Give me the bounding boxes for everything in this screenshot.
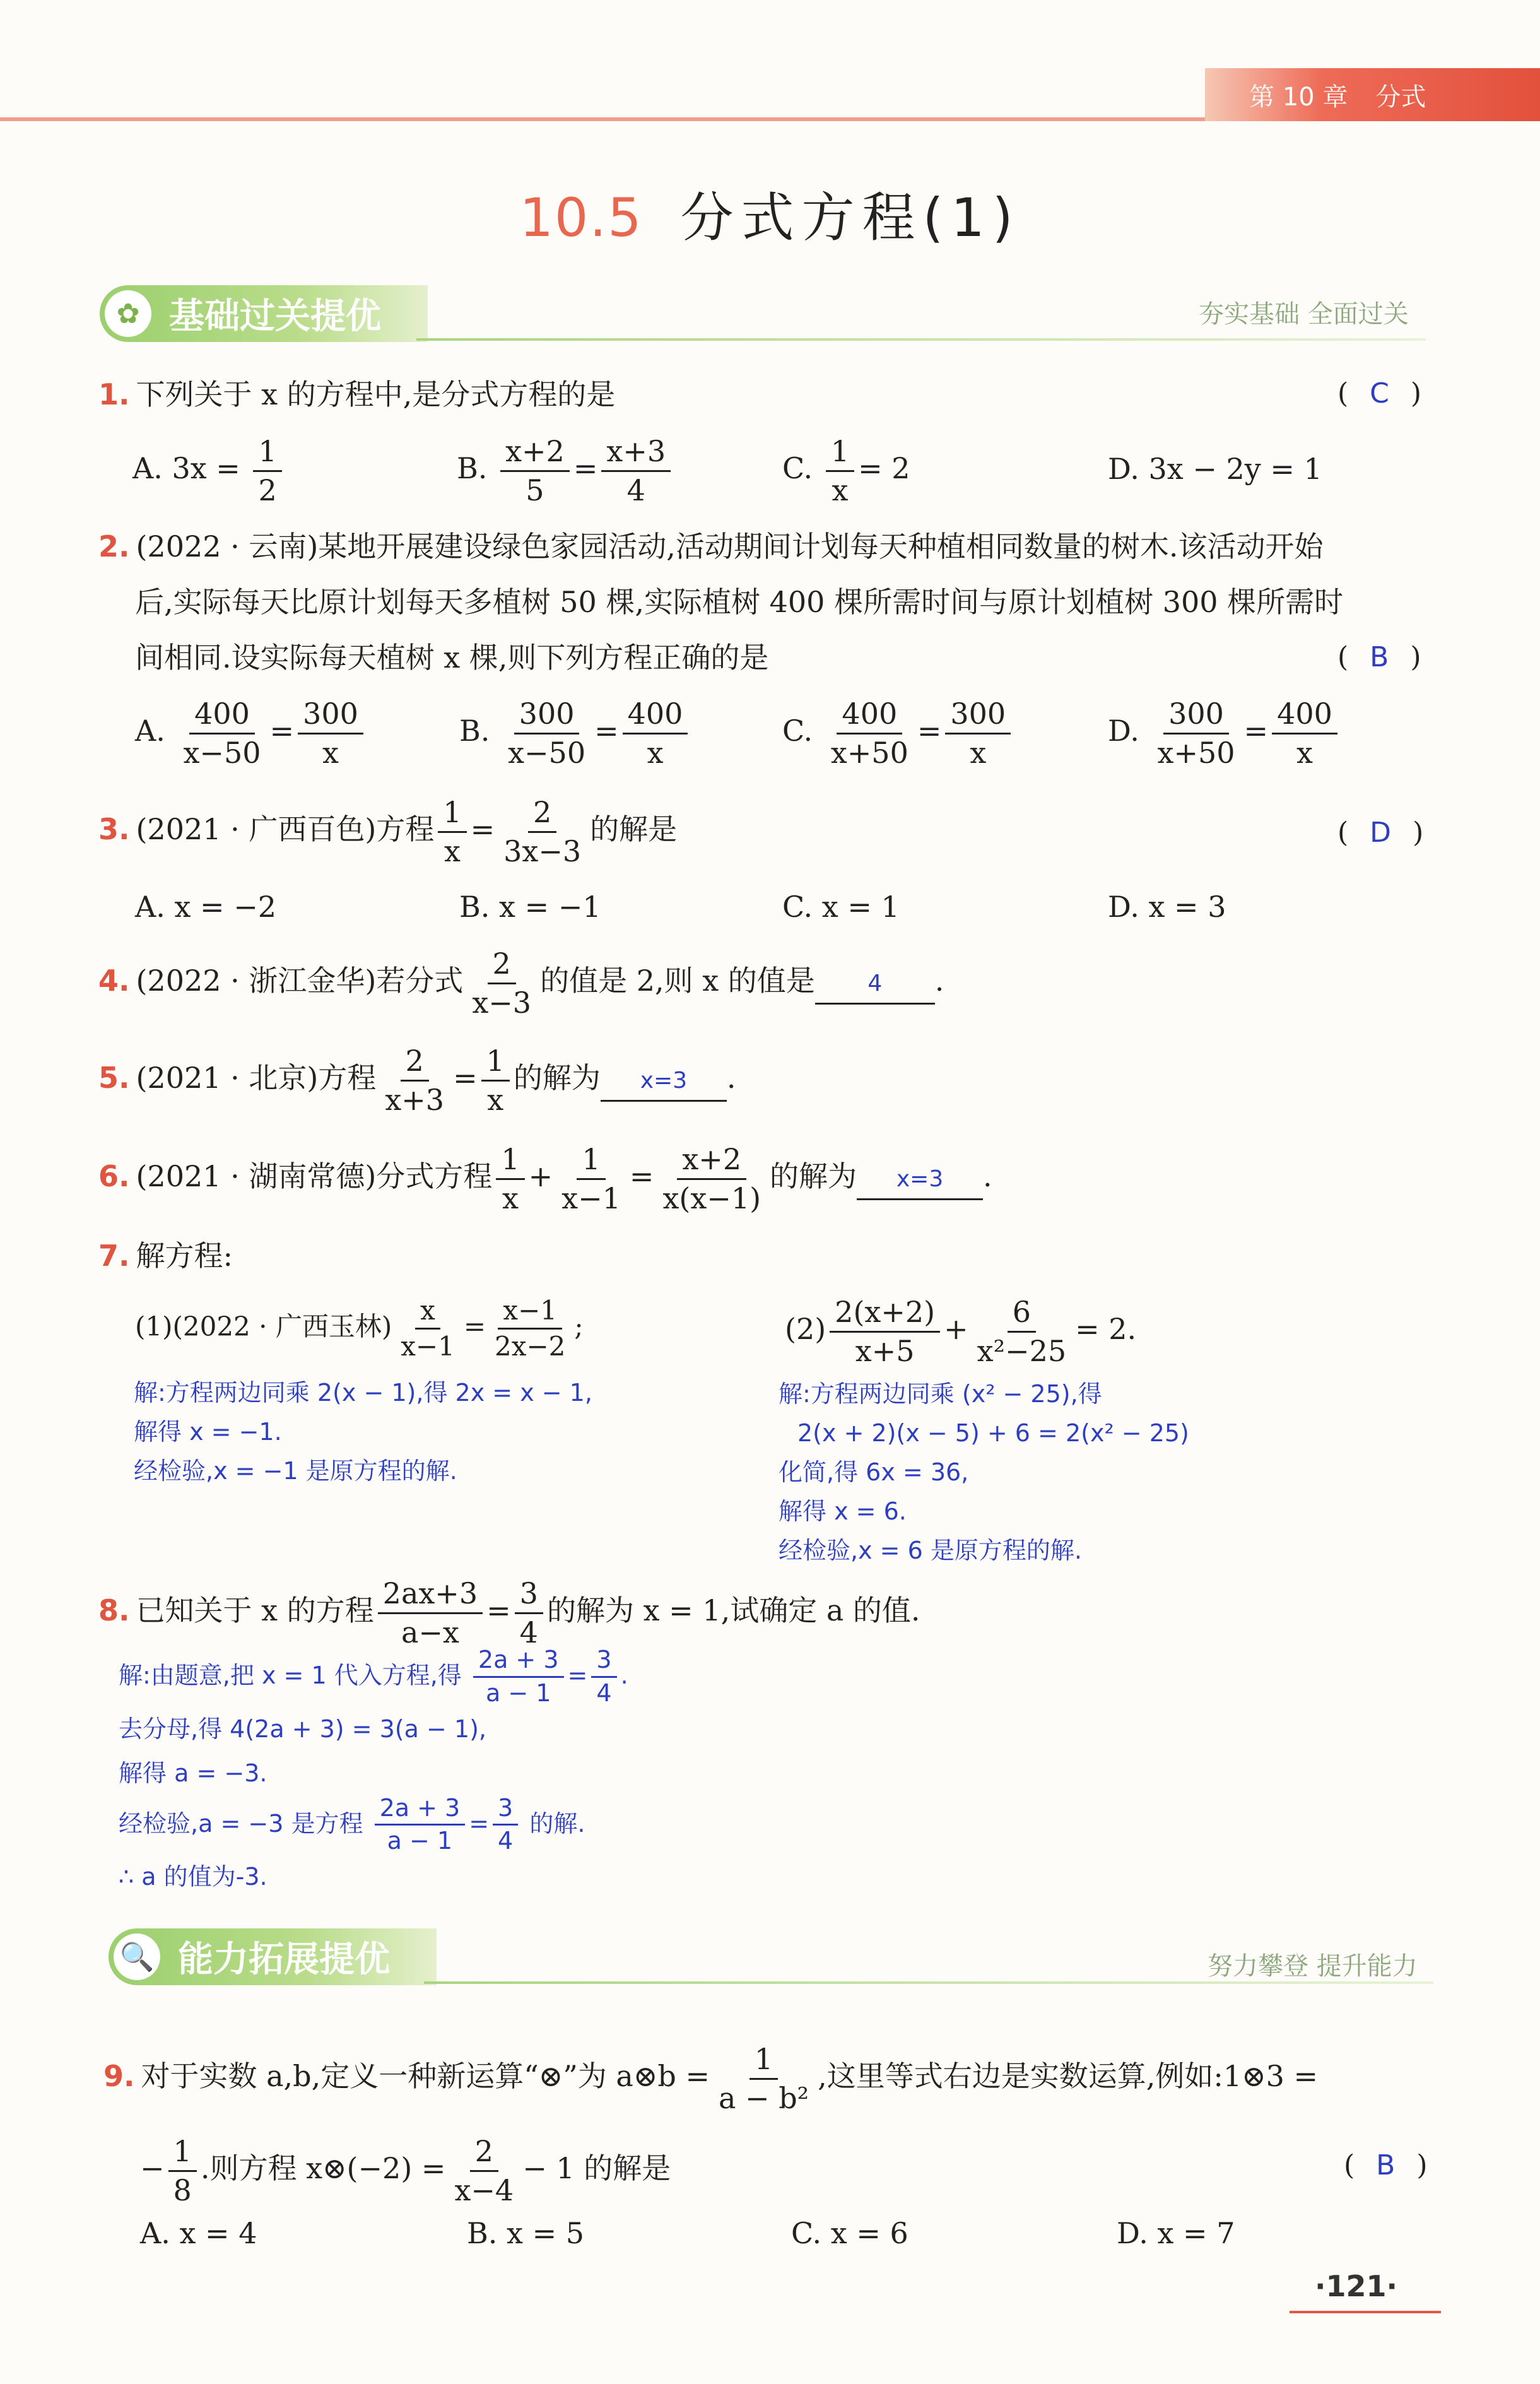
section-number: 10.5 [519,187,643,249]
question-9: 9. 对于实数 a,b,定义一种新运算“⊗”为 a⊗b = $\frac{1}{\text{a − b²}}$ ,这里等式右边是实数运算,例如:1⊗3 = [103,2042,1319,2115]
answer-slot: ( B ) [1344,2149,1428,2181]
solution-7-2: 解:方程两边同乘 (x² − 25),得 2(x + 2)(x − 5) + 6 = 2(x² − 25) 化简,得 6x = 36, 解得 x = 6. 经检验,x = 6 是原方程的解. [779,1380,1189,1564]
answer: D [1370,817,1392,849]
answer-slot: ( B ) [1337,641,1421,673]
question-2: 2. (2022 · 云南)某地开展建设绿色家园活动,活动期间计划每天种植相同数量的树木.该活动开始 [98,529,1324,564]
question-7: 7. 解方程: [98,1239,233,1273]
question-2-line-3: 间相同.设实际每天植树 x 棵,则下列方程正确的是 [135,640,769,675]
question-8: 8. 已知关于 x 的方程 $\frac{2ax+3}{a-x}$ = $\frac{3}{4}$ 的解为 x = 1,试确定 a 的值. [98,1576,920,1649]
question-3: 3. (2021 · 广西百色)方程 $\frac{1}{x}$ = $\frac{2}{3x-3}$ 的解是 [98,795,678,868]
answer: B [1376,2149,1396,2181]
answer-blank: x=3 [601,1062,727,1102]
question-text: 下列关于 x 的方程中,是分式方程的是 [136,377,616,411]
chapter-topic: 分式 [1375,82,1426,112]
section-motto: 夯实基础 全面过关 [1199,300,1409,329]
header-rule [0,117,1205,121]
option-a: A. x = 4 [140,2216,257,2250]
section-label: 基础过关提优 [169,296,381,337]
question-5: 5. (2021 · 北京)方程 $\frac{2}{x+3}$ = $\frac{1}{x}$ 的解为 x=3 . [98,1044,736,1117]
section-title: 分式方程(1) [680,187,1021,249]
option-d: D. $\frac{300}{x+50}$ = $\frac{400}{x}$ [1108,698,1341,769]
chapter-tab [1205,68,1540,121]
question-6: 6. (2021 · 湖南常德)分式方程 $\frac{1}{x}$ + $\frac{1}{x-1}$ = $\frac{x+2}{x(x-1)}$ 的解为 x=3 . [98,1142,992,1215]
solution-8: 解:由题意,把 x = 1 代入方程,得 $\frac{2a + 3}{a - 1}$ = $\frac{3}{4}$ . 去分母,得 4(2a + 3) = 3(a − 1), 解得 a = −3. 经检验,a = −3 是方程 $\frac{2a + 3}{a - 1}$ = $\frac{3}{4}$ 的解. ∴ a 的值为-3. [119,1646,628,1891]
option-a: A. $\frac{400}{x-50}$ = $\frac{300}{x}$ [135,698,367,769]
page-number-underline [1290,2311,1441,2313]
option-a: A. x = −2 [135,890,277,924]
page-title [0,175,1540,252]
option-c: C. x = 6 [791,2216,908,2250]
question-7-part-1: (1)(2022 · 广西玉林) $\frac{x}{x-1}$ = $\frac{x-1}{2x-2}$ ; [135,1295,584,1362]
option-c: C. x = 1 [782,890,900,924]
option-a: A. 3x = $\frac{1}{2}$ [132,435,286,506]
option-c: C. $\frac{1}{x}$ = 2 [782,434,910,507]
option-d: D. x = 7 [1117,2216,1235,2250]
magnifier-icon: 🔍 [114,1933,160,1980]
answer: C [1370,377,1389,410]
section-label: 能力拓展提优 [178,1939,390,1980]
option-d: D. x = 3 [1108,890,1226,924]
question-4: 4. (2022 · 浙江金华)若分式 $\frac{2}{x-3}$ 的值是 2,则 x 的值是 4 . [98,947,944,1020]
question-number: 1. [98,377,130,411]
solution-7-1: 解:方程两边同乘 2(x − 1),得 2x = x − 1, 解得 x = −1. 经检验,x = −1 是原方程的解. [134,1379,592,1485]
question-2-line-2: 后,实际每天比原计划每天多植树 50 棵,实际植树 400 棵所需时间与原计划植树 300 棵所需时 [135,585,1344,619]
question-1 [98,375,615,413]
option-c: C. $\frac{400}{x+50}$ = $\frac{300}{x}$ [782,698,1014,769]
option-b: B. x = −1 [459,890,601,924]
page-number: ·121· [1315,2269,1397,2303]
answer-slot: ( D ) [1337,817,1424,849]
option-b: B. x = 5 [467,2216,585,2250]
chapter-number: 第 10 章 [1249,82,1348,112]
banner-underline [416,338,1426,341]
option-b: B. $\frac{300}{x-50}$ = $\frac{400}{x}$ [459,698,691,769]
answer: B [1370,641,1389,673]
question-9-line-2: − $\frac{1}{8}$ .则方程 x⊗(−2) = $\frac{2}{x-4}$ − 1 的解是 [140,2134,671,2207]
option-d: D. 3x − 2y = 1 [1108,452,1322,486]
sprout-icon: ✿ [105,290,151,337]
section-motto: 努力攀登 提升能力 [1208,1952,1418,1981]
section-banner-advanced [109,1928,437,1985]
section-banner-basic [100,285,428,342]
option-b: B. $\frac{x+2}{5}$ = $\frac{x+3}{4}$ [457,435,674,506]
answer-blank: 4 [815,965,935,1005]
answer-blank: x=3 [857,1160,983,1200]
question-7-part-2: (2) $\frac{2(x+2)}{x+5}$ + $\frac{6}{\text{x²−25}}$ = 2. [785,1295,1137,1368]
answer-slot: ( C ) [1337,377,1422,410]
